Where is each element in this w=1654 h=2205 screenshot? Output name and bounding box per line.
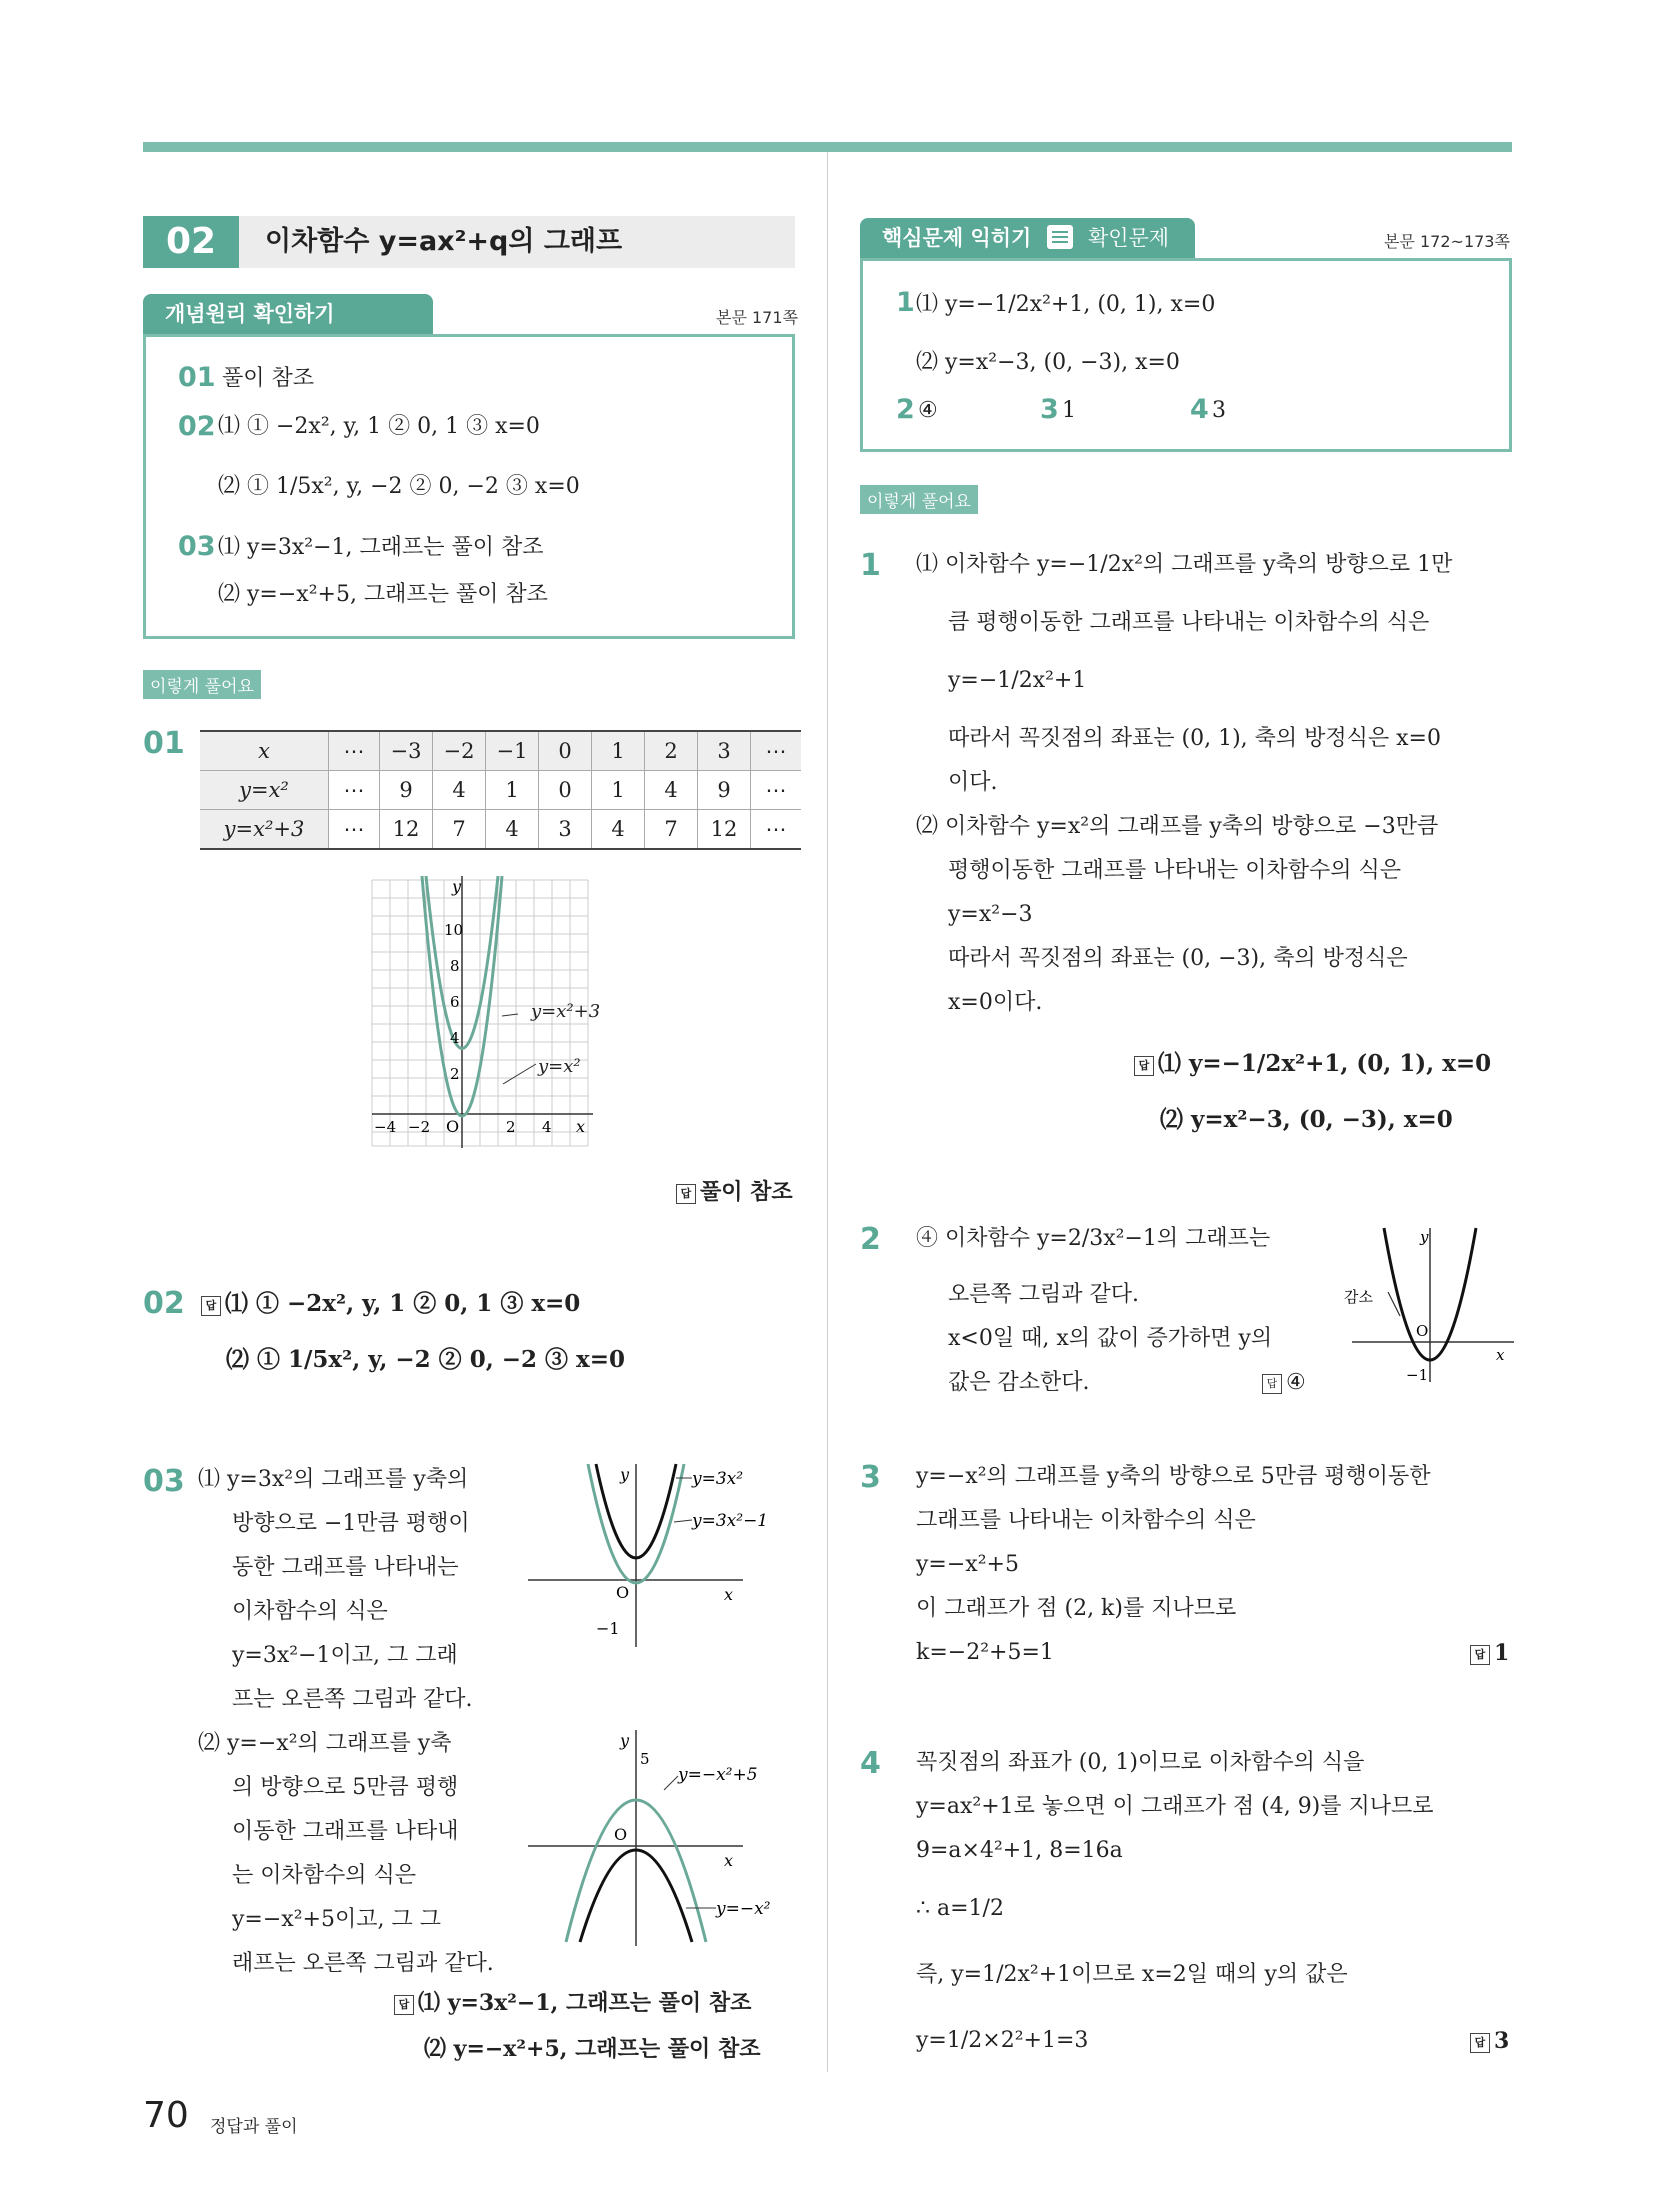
table-cell: −1 bbox=[486, 731, 539, 771]
rsol1-number: 1 bbox=[860, 548, 881, 583]
rsol1-line: 따라서 꼭짓점의 좌표는 (0, 1), 축의 방정식은 x=0 bbox=[948, 726, 1441, 751]
magnifier-icon bbox=[1047, 225, 1073, 249]
core-problem-header bbox=[860, 218, 1195, 258]
rsol3-line: y=−x²의 그래프를 y축의 방향으로 5만큼 평행이동한 bbox=[916, 1464, 1431, 1489]
rsol3-line: 이 그래프가 점 (2, k)를 지나므로 bbox=[916, 1596, 1237, 1621]
rsol4-line: y=1/2×2²+1=3 bbox=[916, 2028, 1089, 2053]
core-answer: 3 bbox=[1212, 398, 1226, 423]
sol03-text: 는 이차함수의 식은 bbox=[232, 1863, 417, 1888]
value-table bbox=[200, 730, 801, 850]
answer-text: 3 bbox=[1494, 2028, 1510, 2054]
table-cell: −2 bbox=[433, 731, 486, 771]
answer-text: ⑴ y=−1/2x²+1, (0, 1), x=0 bbox=[1158, 1050, 1492, 1077]
sol02-line2: ⑵ ① 1/5x², y, −2 ② 0, −2 ③ x=0 bbox=[226, 1346, 625, 1373]
sol03-text: 프는 오른쪽 그림과 같다. bbox=[232, 1687, 473, 1712]
rsol3-number: 3 bbox=[860, 1460, 881, 1495]
item-number: 03 bbox=[178, 531, 216, 562]
sol03-number: 03 bbox=[143, 1464, 185, 1499]
axis-x-label: x bbox=[724, 1851, 734, 1870]
tick-label: 10 bbox=[444, 921, 464, 939]
core-line: ⑴ y=−1/2x²+1, (0, 1), x=0 bbox=[916, 292, 1216, 317]
curve-label: y=−x² bbox=[716, 1899, 771, 1919]
table-cell: ⋯ bbox=[329, 810, 380, 850]
item-text: ⑵ y=−x²+5, 그래프는 풀이 참조 bbox=[218, 582, 548, 607]
item-text: ⑴ ① −2x², y, 1 ② 0, 1 ③ x=0 bbox=[218, 414, 540, 439]
top-rule bbox=[143, 142, 1512, 152]
axis-y-label: y bbox=[620, 1465, 630, 1484]
tick-label: −2 bbox=[408, 1118, 431, 1136]
table-cell: 9 bbox=[380, 771, 433, 810]
rsol4-line: 즉, y=1/2x²+1이므로 x=2일 때의 y의 값은 bbox=[916, 1962, 1348, 1987]
rsol1-line: ⑵ 이차함수 y=x²의 그래프를 y축의 방향으로 −3만큼 bbox=[916, 814, 1439, 839]
rsol3-line: 그래프를 나타내는 이차함수의 식은 bbox=[916, 1508, 1256, 1533]
left-page-ref: 본문 171쪽 bbox=[716, 308, 798, 327]
table-cell: 3 bbox=[698, 731, 751, 771]
core-line: ⑵ y=x²−3, (0, −3), x=0 bbox=[916, 350, 1180, 375]
rsol3-line: y=−x²+5 bbox=[916, 1552, 1019, 1577]
right-page-ref: 본문 172~173쪽 bbox=[1384, 232, 1510, 251]
table-cell: 12 bbox=[698, 810, 751, 850]
table-row bbox=[200, 771, 801, 810]
tick-label: 6 bbox=[450, 993, 460, 1011]
axis-x-label: x bbox=[1496, 1346, 1505, 1364]
sol02-number: 02 bbox=[143, 1286, 185, 1321]
table-row bbox=[200, 810, 801, 850]
item-number: 1 bbox=[896, 287, 915, 318]
decrease-label: 감소 bbox=[1344, 1288, 1373, 1306]
curve-label: y=−x²+5 bbox=[678, 1765, 758, 1785]
section-number: 02 bbox=[143, 216, 239, 268]
rsol1-line: 따라서 꼭짓점의 좌표는 (0, −3), 축의 방정식은 bbox=[948, 946, 1408, 971]
rsol3-line: k=−2²+5=1 bbox=[916, 1640, 1054, 1665]
origin-label: O bbox=[446, 1117, 460, 1136]
sol02-line1: ⑴ ① −2x², y, 1 ② 0, 1 ③ x=0 bbox=[225, 1290, 581, 1317]
core-answer: 1 bbox=[1062, 398, 1076, 423]
tick-label: 4 bbox=[450, 1029, 460, 1047]
tick-label: 4 bbox=[542, 1118, 552, 1136]
concept-check-header bbox=[143, 294, 433, 334]
item-number: 02 bbox=[178, 411, 216, 442]
curve-label: y=3x²−1 bbox=[692, 1511, 769, 1531]
sol03-text: 동한 그래프를 나타내는 bbox=[232, 1555, 459, 1580]
tick-label: 2 bbox=[506, 1118, 516, 1136]
table-cell: 4 bbox=[433, 771, 486, 810]
answer-mark: 답 bbox=[676, 1184, 696, 1204]
table-cell: ⋯ bbox=[329, 731, 380, 771]
tick-label: 5 bbox=[640, 1750, 650, 1768]
rsol1-answer bbox=[1134, 1050, 1491, 1078]
sol03-answer2: ⑵ y=−x²+5, 그래프는 풀이 참조 bbox=[424, 2036, 761, 2062]
graph-r2 bbox=[1344, 1222, 1514, 1392]
table-cell: x bbox=[200, 731, 329, 771]
curve-label: y=3x² bbox=[692, 1469, 744, 1489]
sol03-text: ⑴ y=3x²의 그래프를 y축의 bbox=[198, 1467, 469, 1492]
concept-check-label: 개념원리 확인하기 bbox=[165, 302, 335, 326]
sol03-text: 래프는 오른쪽 그림과 같다. bbox=[232, 1951, 494, 1976]
answer-mark: 답 bbox=[1262, 1374, 1282, 1394]
rsol4-line: 9=a×4²+1, 8=16a bbox=[916, 1838, 1123, 1863]
core-problem-sub: 확인문제 bbox=[1087, 226, 1170, 250]
tick-label: −1 bbox=[596, 1619, 620, 1638]
sol01-answer bbox=[676, 1180, 793, 1206]
origin-label: O bbox=[614, 1825, 628, 1844]
answer-text: ④ bbox=[1286, 1370, 1306, 1395]
item-number: 4 bbox=[1190, 394, 1209, 425]
answer-mark: 답 bbox=[1470, 2033, 1490, 2053]
sol01-number: 01 bbox=[143, 726, 185, 761]
answer-mark: 답 bbox=[394, 1995, 414, 2015]
rsol1-line: 큼 평행이동한 그래프를 나타내는 이차함수의 식은 bbox=[948, 610, 1430, 635]
sol03-text: y=3x²−1이고, 그 그래 bbox=[232, 1643, 458, 1668]
rsol2-line: 오른쪽 그림과 같다. bbox=[948, 1282, 1139, 1307]
rsol3-answer bbox=[1470, 1640, 1509, 1666]
rsol4-answer bbox=[1470, 2028, 1509, 2054]
item-number: 2 bbox=[896, 394, 915, 425]
table-cell: 12 bbox=[380, 810, 433, 850]
axis-x-label: x bbox=[576, 1117, 586, 1136]
core-problem-label: 핵심문제 익히기 bbox=[882, 226, 1032, 250]
rsol1-line: x=0이다. bbox=[948, 990, 1043, 1015]
answer-mark: 답 bbox=[1470, 1645, 1490, 1665]
table-cell: y=x²+3 bbox=[200, 810, 329, 850]
axis-x-label: x bbox=[724, 1585, 734, 1604]
table-cell: 4 bbox=[592, 810, 645, 850]
sol03-text: 이동한 그래프를 나타내 bbox=[232, 1819, 459, 1844]
axis-y-label: y bbox=[620, 1731, 630, 1750]
curve-label: y=x² bbox=[538, 1056, 581, 1077]
footer-text: 정답과 풀이 bbox=[210, 2117, 298, 2137]
item-number: 3 bbox=[1040, 394, 1059, 425]
sol02-line bbox=[201, 1290, 580, 1318]
table-row bbox=[200, 731, 801, 771]
table-cell: 7 bbox=[645, 810, 698, 850]
section-title: 이차함수 y=ax²+q의 그래프 bbox=[239, 216, 795, 268]
page-number: 70 bbox=[143, 2095, 189, 2136]
rsol4-line: 꼭짓점의 좌표가 (0, 1)이므로 이차함수의 식을 bbox=[916, 1750, 1365, 1775]
rsol1-line: y=−1/2x²+1 bbox=[948, 668, 1087, 693]
table-cell: 1 bbox=[592, 771, 645, 810]
sol03-answer bbox=[394, 1990, 751, 2016]
table-cell: −3 bbox=[380, 731, 433, 771]
column-divider bbox=[827, 152, 828, 2072]
tick-label: −1 bbox=[1406, 1366, 1429, 1384]
table-cell: 2 bbox=[645, 731, 698, 771]
table-cell: 3 bbox=[539, 810, 592, 850]
origin-label: O bbox=[616, 1583, 630, 1602]
rsol4-line: y=ax²+1로 놓으면 이 그래프가 점 (4, 9)를 지나므로 bbox=[916, 1794, 1434, 1819]
table-cell: ⋯ bbox=[751, 810, 802, 850]
rsol4-line: ∴ a=1/2 bbox=[916, 1896, 1004, 1921]
item-text: ⑴ y=3x²−1, 그래프는 풀이 참조 bbox=[218, 535, 544, 560]
item-text: ⑵ ① 1/5x², y, −2 ② 0, −2 ③ x=0 bbox=[218, 474, 580, 499]
origin-label: O bbox=[1416, 1322, 1429, 1340]
item-text: 풀이 참조 bbox=[222, 366, 315, 391]
sol03-text: y=−x²+5이고, 그 그 bbox=[232, 1907, 441, 1932]
graph-03-1 bbox=[528, 1462, 798, 1652]
rsol4-number: 4 bbox=[860, 1746, 881, 1781]
table-cell: 7 bbox=[433, 810, 486, 850]
axis-y-label: y bbox=[452, 877, 462, 896]
table-cell: 4 bbox=[645, 771, 698, 810]
table-cell: 1 bbox=[592, 731, 645, 771]
table-cell: 0 bbox=[539, 731, 592, 771]
rsol2-number: 2 bbox=[860, 1222, 881, 1257]
rsol2-line: 값은 감소한다. bbox=[948, 1370, 1090, 1395]
answer-text: ⑴ y=3x²−1, 그래프는 풀이 참조 bbox=[418, 1990, 752, 2016]
answer-mark: 답 bbox=[201, 1296, 221, 1316]
table-cell: 9 bbox=[698, 771, 751, 810]
rsol1-line: ⑴ 이차함수 y=−1/2x²의 그래프를 y축의 방향으로 1만 bbox=[916, 552, 1453, 577]
tick-label: 2 bbox=[450, 1065, 460, 1083]
answer-text: 1 bbox=[1494, 1640, 1510, 1666]
rsol1-line: 평행이동한 그래프를 나타내는 이차함수의 식은 bbox=[948, 858, 1402, 883]
rsol2-answer bbox=[1262, 1370, 1306, 1396]
graph-03-2 bbox=[528, 1728, 798, 1948]
table-cell: ⋯ bbox=[751, 771, 802, 810]
table-cell: 4 bbox=[486, 810, 539, 850]
curve-label: y=x²+3 bbox=[531, 1001, 601, 1022]
table-cell: y=x² bbox=[200, 771, 329, 810]
sol03-text: 이차함수의 식은 bbox=[232, 1599, 388, 1624]
table-cell: 0 bbox=[539, 771, 592, 810]
rsol2-line: ④ 이차함수 y=2/3x²−1의 그래프는 bbox=[916, 1226, 1271, 1251]
sol03-text: ⑵ y=−x²의 그래프를 y축 bbox=[198, 1731, 452, 1756]
table-cell: ⋯ bbox=[751, 731, 802, 771]
rsol1-answer2: ⑵ y=x²−3, (0, −3), x=0 bbox=[1160, 1106, 1453, 1133]
item-number: 01 bbox=[178, 362, 216, 393]
rsol2-line: x<0일 때, x의 값이 증가하면 y의 bbox=[948, 1326, 1273, 1351]
axis-y-label: y bbox=[1420, 1228, 1429, 1246]
rsol1-line: y=x²−3 bbox=[948, 902, 1033, 927]
tick-label: 8 bbox=[450, 957, 460, 975]
solve-tag: 이렇게 풀어요 bbox=[860, 485, 978, 514]
sol03-text: 의 방향으로 5만큼 평행 bbox=[232, 1775, 459, 1800]
core-answer: ④ bbox=[918, 398, 938, 423]
answer-text: 풀이 참조 bbox=[700, 1180, 793, 1205]
sol03-text: 방향으로 −1만큼 평행이 bbox=[232, 1511, 470, 1536]
table-cell: 1 bbox=[486, 771, 539, 810]
answer-mark: 답 bbox=[1134, 1056, 1154, 1076]
tick-label: −4 bbox=[374, 1118, 397, 1136]
table-cell: ⋯ bbox=[329, 771, 380, 810]
solve-tag: 이렇게 풀어요 bbox=[143, 670, 261, 699]
rsol1-line: 이다. bbox=[948, 770, 998, 795]
